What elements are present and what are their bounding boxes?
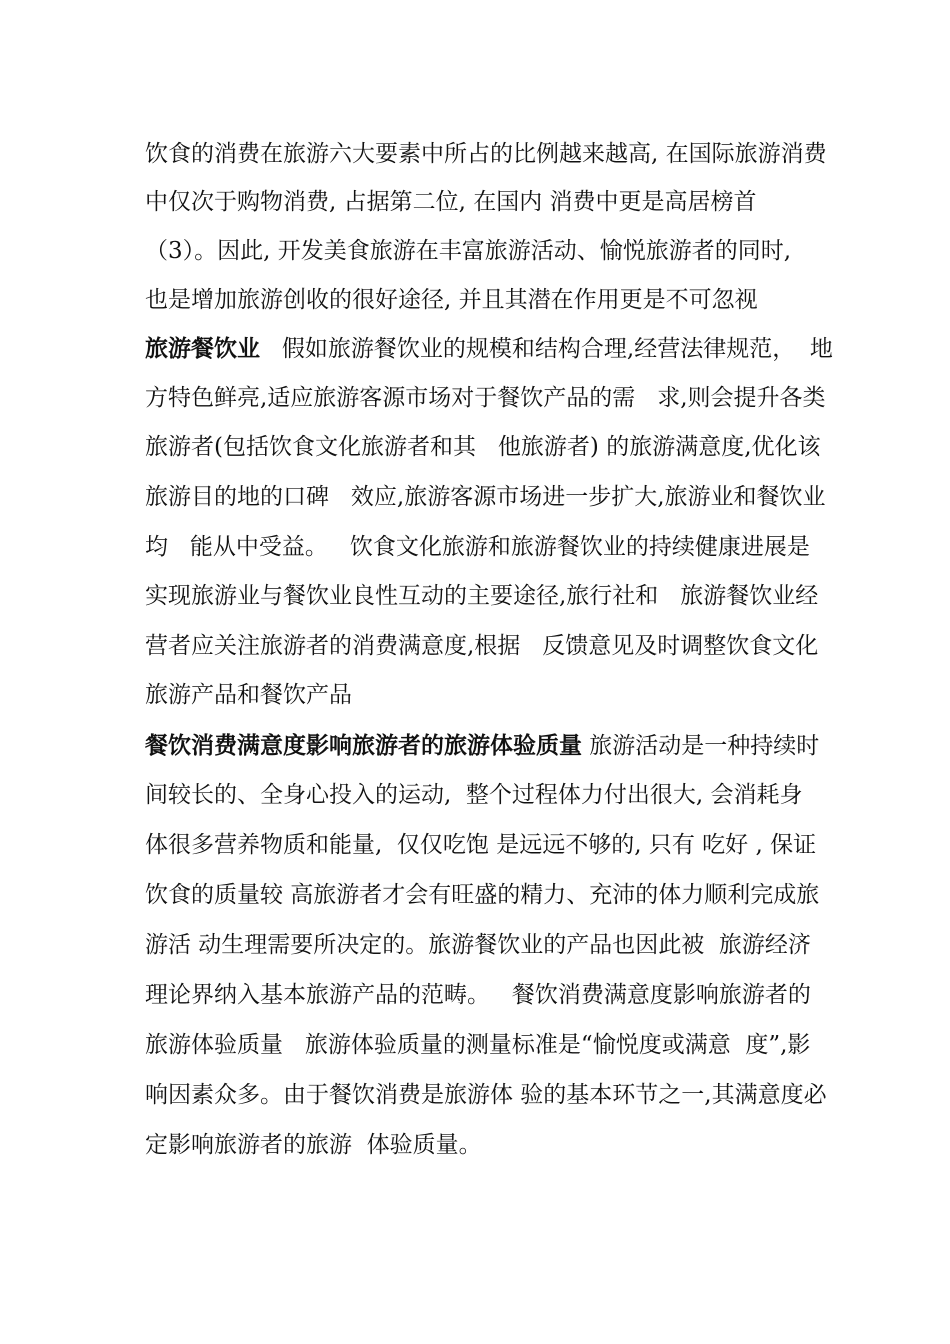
text-line [145,286,825,314]
line-text: 假如旅游餐饮业的规模和结构合理,经营法律规范， 地 [260,336,833,362]
section-heading: 餐饮消费满意度影响旅游者的旅游体验质量 [145,732,582,759]
text-line [145,533,825,561]
line-text: 旅游活动是一种持续时 [582,733,820,759]
text-line [145,582,825,610]
line-text: 游活 动生理需要所决定的。旅游餐饮业的产品也因此被 旅游经济 [145,932,811,958]
line-text: 实现旅游业与餐饮业良性互动的主要途径,旅行社和 旅游餐饮业经 [145,583,819,609]
text-line [145,384,825,412]
text-line [145,237,825,265]
text-line [145,881,825,909]
line-text: 旅游体验质量 旅游体验质量的测量标准是“愉悦度或满意 度”,影 [145,1032,811,1058]
text-line [145,433,825,461]
text-line [145,1031,825,1059]
line-text: 中仅次于购物消费, 占据第二位, 在国内 消费中更是高居榜首 [145,189,757,215]
line-text: 饮食的消费在旅游六大要素中所占的比例越来越高, 在国际旅游消费 [145,141,827,167]
text-line [145,188,825,216]
line-text: （3）。因此, 开发美食旅游在丰富旅游活动、愉悦旅游者的同时, [145,238,792,264]
text-line [145,1131,825,1159]
line-text: 理论界纳入基本旅游产品的范畴。 餐饮消费满意度影响旅游者的 [145,982,811,1008]
text-line [145,931,825,959]
section-heading: 旅游餐饮业 [145,335,260,362]
line-text: 饮食的质量较 高旅游者才会有旺盛的精力、充沛的体力顺利完成旅 [145,882,820,908]
text-line [145,483,825,511]
line-text: 方特色鲜亮,适应旅游客源市场对于餐饮产品的需 求,则会提升各类 [145,385,826,411]
line-text: 营者应关注旅游者的消费满意度,根据 反馈意见及时调整饮食文化 [145,633,819,659]
line-text: 旅游目的地的口碑 效应,旅游客源市场进一步扩大,旅游业和餐饮业 [145,484,826,510]
line-text: 旅游者(包括饮食文化旅游者和其 他旅游者) 的旅游满意度,优化该 [145,434,821,460]
text-line [145,140,825,168]
line-text: 定影响旅游者的旅游 体验质量。 [145,1132,482,1158]
line-text: 体很多营养物质和能量, 仅仅吃饱 是远远不够的, 只有 吃好 , 保证 [145,832,817,858]
text-line [145,831,825,859]
line-text: 间较长的、全身心投入的运动, 整个过程体力付出很大, 会消耗身 [145,782,803,808]
text-line [145,335,833,363]
text-line [145,681,825,709]
line-text: 均 能从中受益。 饮食文化旅游和旅游餐饮业的持续健康进展是 [145,534,810,560]
text-line [145,1081,825,1109]
line-text: 响因素众多。由于餐饮消费是旅游体 验的基本环节之一,其满意度必 [145,1082,827,1108]
text-line [145,732,825,760]
text-line [145,981,825,1009]
line-text: 也是增加旅游创收的很好途径, 并且其潜在作用更是不可忽视 [145,287,758,313]
text-line [145,632,825,660]
line-text: 旅游产品和餐饮产品 [145,682,352,708]
text-line [145,781,825,809]
